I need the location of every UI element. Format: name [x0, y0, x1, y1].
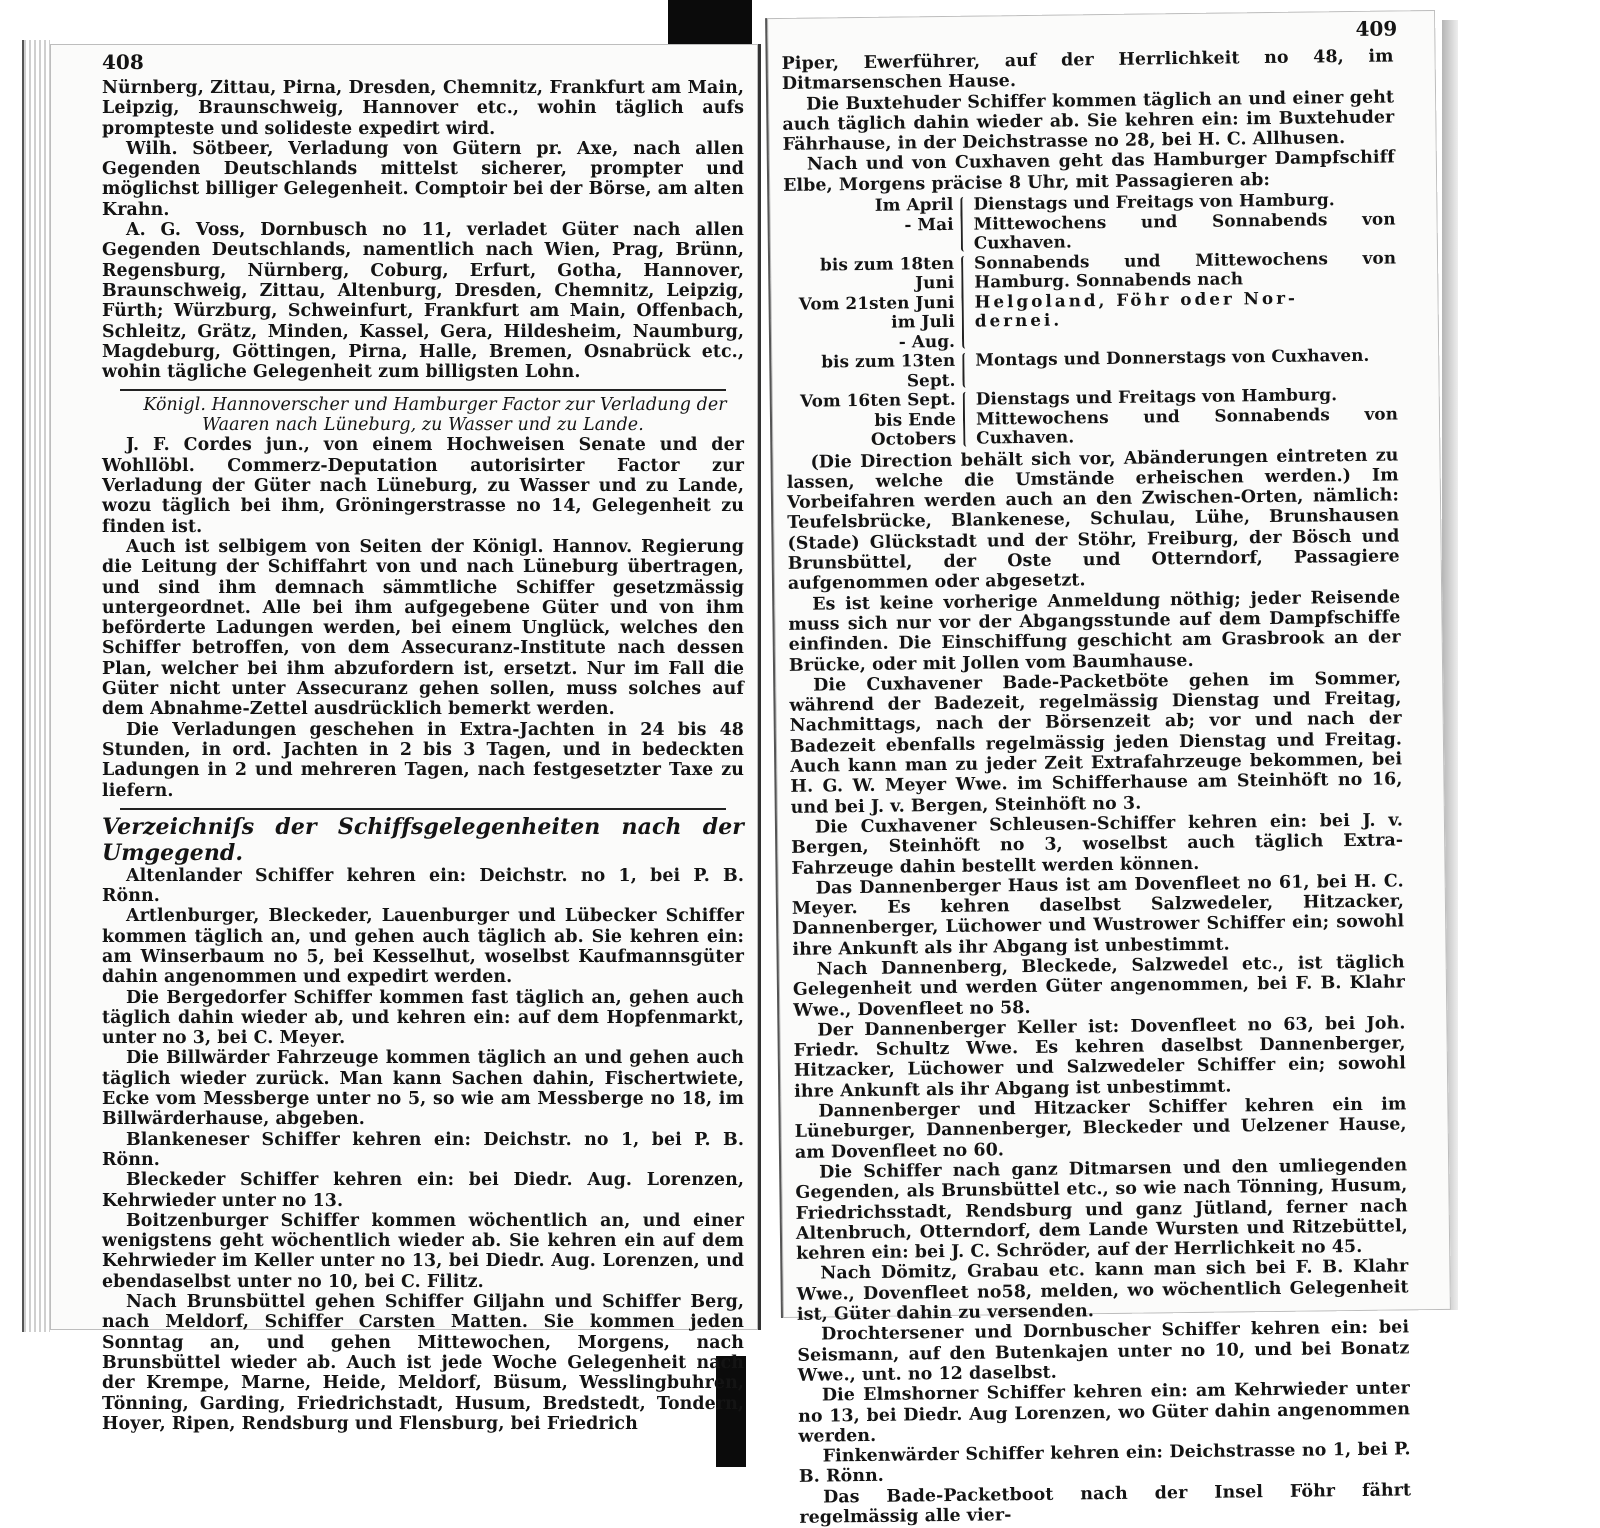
factor-heading: Königl. Hannoverscher und Hamburger Factor zur Verladung der Waaren nach Lüneburg, zu Wasser und zu Lande. — [143, 395, 727, 436]
timetable-date: Vom 16ten Sept. — [799, 388, 956, 411]
paragraph: Das Dannenberger Haus ist am Dovenfleet no 61, bei H. C. Meyer. Es kehren daselbst Salzwedeler, Hitzacker, Dannenberger, Lüchower und Wustrower Schiffer ein; sowohl ihre Ankunft als ihr Abgang ist unbestimmt. — [791, 871, 1405, 960]
paragraph: Der Dannenberger Keller ist: Dovenfleet no 63, bei Joh. Friedr. Schultz Wwe. Es kehren daselbst Dannenberger, Hitzacker, Lüchower und Salzwedeler Schiffer ein; sowohl ihre Ankunft als ihr Abgang ist unbestimmt. — [793, 1013, 1407, 1102]
timetable-entry: Dienstags und Freitags von Hamburg. — [975, 384, 1338, 409]
paragraph: Nach Dannenberg, Bleckede, Salzwedel etc., ist täglich Gelegenheit und werden Güter angenommen, bei F. B. Klahr Wwe., Dovenfleet no 58. — [792, 952, 1406, 1021]
timetable-entry: Helgoland, Föhr oder Nor- — [974, 287, 1299, 312]
paragraph: Nach Brunsbüttel gehen Schiffer Giljahn und Schiffer Berg, nach Meldorf, Schiffer Carsten Matten. Sie kommen jeden Sonntag an, und gehen Mittewochen, Morgens, nach Brunsbüttel wieder ab. Auch ist jede Woche Gelegenheit nach der Krempe, Marne, Heide, Meldorf, Büsum, Wesslingbuhren, Tönning, Garding, Friedrichstadt, Husum, Bredstedt, Tondern, Hoyer, Ripen, Rendsburg und Flensburg, bei Friedrich — [102, 1292, 744, 1434]
timetable-schedule — [973, 346, 1397, 390]
paragraph: Wilh. Sötbeer, Verladung von Gütern pr. Axe, nach allen Gegenden Deutschlands mittelst sicherer, prompter und möglichst billiger Gelegenheit. Comptoir bei der Börse, am alten Krahn. — [102, 138, 744, 220]
paragraph: Die Billwärder Fahrzeuge kommen täglich an und gehen auch täglich wieder zurück. Man kann Sachen dahin, Fischertwiete, Ecke vom Messberge unter no 5, so wie am Messberge no 18, im Billwärderhause, abgeben. — [102, 1048, 744, 1130]
timetable-schedule — [971, 190, 1396, 254]
paragraph: Nach Dömitz, Grabau etc. kann man sich bei F. B. Klahr Wwe., Dovenfleet no58, melden, wo wöchentlich Gelegenheit ist, Güter dahin zu versenden. — [796, 1256, 1409, 1325]
paragraph: Es ist keine vorherige Anmeldung nöthig; jeder Reisende muss sich nur vor der Abgangsstunde auf dem Dampfschiffe einfinden. Die Einschiffung geschicht am Grasbrook an der Brücke, oder mit Jollen vom Baumhause. — [788, 587, 1401, 676]
timetable-date: Im April — [874, 193, 954, 215]
timetable-dates — [783, 195, 956, 256]
timetable-entry: Mittewochens und Sonnabends von Cuxhaven. — [975, 403, 1399, 448]
paragraph: Die Bergedorfer Schiffer kommen fast täglich an, gehen auch täglich dahin wieder ab, und kehren ein: auf dem Hopfenmarkt, unter no 3, bei C. Meyer. — [102, 987, 744, 1049]
paragraph: Die Schiffer nach ganz Ditmarsen und den umliegenden Gegenden, als Brunsbüttel etc., so wie nach Tönning, Husum, Friedrichsstadt, Rendsburg und ganz Jütland, ferner nach Altenbruch, Otterndorf, dem Lande Wursten und Ritzebüttel, kehren ein: bei J. C. Schröder, auf der Herrlichkeit no 45. — [795, 1155, 1409, 1265]
timetable-schedule — [974, 385, 1399, 449]
timetable-date: - Mai — [904, 213, 954, 235]
paragraph: A. G. Voss, Dornbusch no 11, verladet Güter nach allen Gegenden Deutschlands, namentlich nach Wien, Prag, Brünn, Regensburg, Nürnberg, Coburg, Erfurt, Gotha, Hannover, Braunschweig, Zittau, Altenburg, Dresden, Chemnitz, Leipzig, Fürth; Würzburg, Schweinfurt, Frankfurt am Main, Offenbach, Schleitz, Grätz, Minden, Kassel, Gera, Hildesheim, Naumburg, Magdeburg, Göttingen, Pirna, Halle, Bremen, Osnabrück etc., wohin tägliche Gelegenheit zum billigsten Lohn. — [102, 220, 744, 383]
brace-icon — [955, 195, 972, 254]
timetable-date: im Juli — [891, 310, 955, 332]
paragraph: Nürnberg, Zittau, Pirna, Dresden, Chemnitz, Frankfurt am Main, Leipzig, Braunschweig, Hannover etc., wohin täglich aufs prompteste und solideste expedirt wird. — [102, 78, 744, 139]
right-page-text — [782, 46, 1412, 1528]
timetable-date: bis Ende Octobers — [870, 408, 957, 449]
timetable-dates — [784, 253, 957, 353]
paragraph: Dannenberger und Hitzacker Schiffer kehren ein im Lüneburger, Dannenberger, Bleckeder und Uelzener Hause, am Dovenfleet no 60. — [794, 1094, 1407, 1163]
paragraph: Boitzenburger Schiffer kommen wöchentlich an, und einer wenigstens geht wöchentlich wieder ab. Sie kehren ein auf dem Kehrwieder im Keller unter no 13, bei Diedr. Aug. Lorenzen, und ebendaselbst unter no 10, bei C. Filitz. — [102, 1210, 744, 1292]
section-heading: Verzeichniſs der Schiffsgelegenheiten nach der Umgegend. — [102, 813, 744, 866]
timetable-entry: Sonnabends und Mittewochens von Hamburg. Sonnabends nach — [973, 247, 1397, 292]
paragraph: (Die Direction behält sich vor, Abänderungen eintreten zu lassen, welche die Umstände erheischen werden.) Im Vorbeifahren werden auch an den Zwischen-Orten, nämlich: Teufelsbrücke, Blankenese, Schulau, Lühe, Brunshausen (Stade) Glückstadt und der Stöhr, Freiburg, der Bösch und Brunsbüttel, der Oste und Otterndorf, Passagiere aufgenommen oder abgesetzt. — [786, 445, 1400, 595]
timetable-entry: Mittewochens und Sonnabends von Cuxhaven. — [973, 208, 1396, 253]
left-page-text — [102, 78, 744, 1434]
paragraph: Bleckeder Schiffer kehren ein: bei Diedr. Aug. Lorenzen, Kehrwieder unter no 13. — [102, 1170, 744, 1211]
paragraph: Blankeneser Schiffer kehren ein: Deichstr. no 1, bei P. B. Rönn. — [102, 1129, 744, 1170]
timetable-date: - Aug. — [898, 330, 956, 352]
paragraph: Nach und von Cuxhaven geht das Hamburger Dampfschiff Elbe, Morgens präcise 8 Uhr, mit Passagieren ab: — [783, 147, 1395, 196]
right-page — [765, 10, 1451, 1528]
brace-icon — [957, 351, 973, 390]
paragraph: Finkenwärder Schiffer kehren ein: Deichstrasse no 1, bei P. B. Rönn. — [798, 1439, 1411, 1488]
page-number-right: 409 — [1355, 16, 1398, 41]
timetable-entry: dernei. — [974, 309, 1063, 331]
timetable-date: bis zum 18ten Juni — [819, 252, 955, 293]
steamship-timetable — [783, 190, 1398, 451]
paragraph: Die Buxtehuder Schiffer kommen täglich an und einer geht auch täglich dahin wieder ab. Sie kehren ein: im Buxtehuder Fährhause, in der Deichstrasse no 28, bei H. C. Allhusen. — [782, 87, 1395, 156]
timetable-date: bis zum 13ten Sept. — [821, 349, 956, 391]
paragraph: Die Verladungen geschehen in Extra-Jachten in 24 bis 48 Stunden, in ord. Jachten in 2 bis 3 Tagen, und in bedeckten Ladungen in 2 und mehreren Tagen, nach festgesetzter Taxe zu liefern. — [102, 719, 744, 801]
page-number-left: 408 — [102, 50, 144, 74]
timetable-dates — [786, 390, 959, 451]
timetable-date: Vom 21sten Juni — [798, 291, 955, 314]
timetable-entry: Montags und Donnerstags von Cuxhaven. — [975, 344, 1370, 370]
timetable-schedule — [972, 248, 1397, 351]
paragraph: Piper, Ewerführer, auf der Herrlichkeit no 48, im Ditmarsenschen Hause. — [781, 46, 1394, 95]
section-divider — [120, 808, 726, 810]
paragraph: Die Cuxhavener Bade-Packetböte gehen im Sommer, während der Badezeit, regelmässig Dienstag und Freitag, Nachmittags, nach der Börsenzeit ab; vor und nach der Badezeit ebenfalls regelmässig jeden Dienstag und Freitag. Auch kann man zu jeder Zeit Extrafahrzeuge bekommen, bei H. G. W. Meyer Wwe. im Schifferhause am Steinhöft no 16, und bei J. v. Bergen, Steinhöft no 3. — [789, 668, 1403, 818]
paragraph: Die Elmshorner Schiffer kehren ein: am Kehrwieder unter no 13, bei Diedr. Aug Lorenzen, wo Güter dahin angenommen werden. — [798, 1378, 1411, 1447]
paragraph: Das Bade-Packetboot nach der Insel Föhr fährt regelmässig alle vier- — [799, 1480, 1412, 1528]
paragraph: Die Cuxhavener Schleusen-Schiffer kehren ein: bei J. v. Bergen, Steinhöft no 3, woselbst auch täglich Extra-Fahrzeuge dahin bestellt werden können. — [791, 810, 1404, 879]
timetable-dates — [785, 351, 957, 392]
brace-icon — [958, 390, 975, 449]
book-page-edges — [22, 40, 50, 1332]
paragraph: Drochtersener und Dornbuscher Schiffer kehren ein: bei Seismann, auf den Butenkajen unter no 10, und bei Bonatz Wwe., unt. no 12 daselbst. — [797, 1317, 1410, 1386]
section-divider — [120, 389, 726, 391]
paragraph: Artlenburger, Bleckeder, Lauenburger und Lübecker Schiffer kommen täglich an, und gehen auch täglich ab. Sie kehren ein: am Winserbaum no 5, bei Kesselhut, woselbst Kaufmannsgüter dahin angenommen und expedirt werden. — [102, 906, 744, 988]
paragraph: J. F. Cordes jun., von einem Hochweisen Senate und der Wohllöbl. Commerz-Deputation autorisirter Factor zur Verladung der Güter nach Lüneburg, zu Wasser und zu Lande, wozu täglich bei ihm, Gröningerstrasse no 14, Gelegenheit zu finden ist. — [102, 435, 744, 537]
timetable-entry: Dienstags und Freitags von Hamburg. — [973, 189, 1335, 214]
paragraph: Altenlander Schiffer kehren ein: Deichstr. no 1, bei P. B. Rönn. — [102, 865, 744, 907]
brace-icon — [956, 253, 973, 351]
paragraph: Auch ist selbigem von Seiten der Königl. Hannov. Regierung die Leitung der Schiffahrt von und nach Lüneburg übertragen, und sind ihm demnach sämmtliche Schiffer gesetzmässig untergeordnet. Alle bei ihm aufgegebene Güter und von ihm beförderte Ladungen werden, bei einem Unglück, welches den Schiffer betroffen, von dem Assecuranz-Institute nach dessen Plan, welcher bei ihm abzufordern ist, ersetzt. Nur im Fall die Güter nicht unter Assecuranz gehen sollen, muss solches auf dem Abnahme-Zettel ausdrücklich bemerkt werden. — [102, 536, 744, 720]
left-page — [50, 44, 761, 1434]
